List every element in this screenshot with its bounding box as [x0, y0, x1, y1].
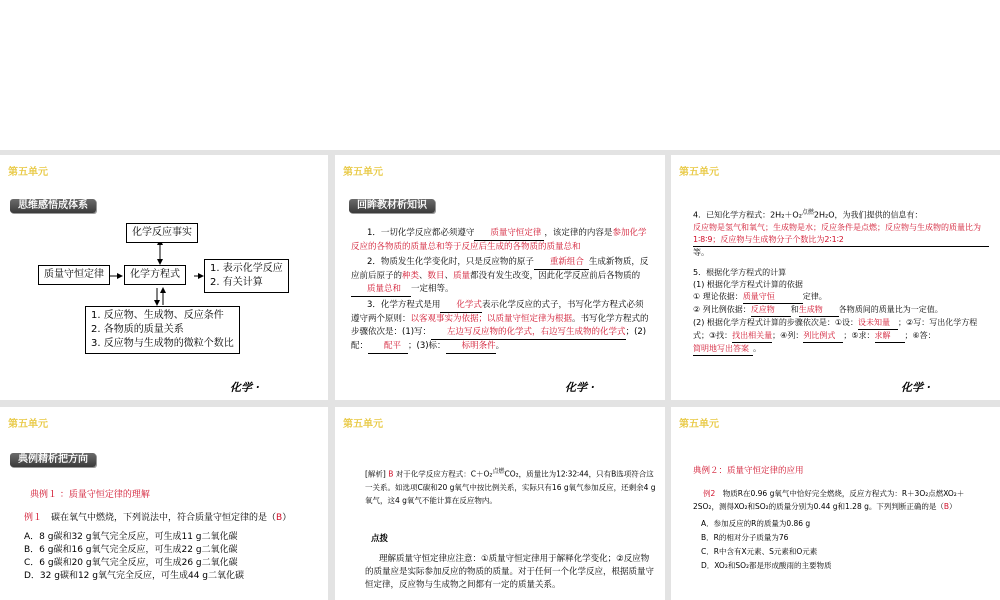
q-label: 例2 [703, 489, 716, 498]
q-text: 物质R在0.96 g氧气中恰好完全燃烧，反应方程式为：R＋3O₂点燃XO₂＋2SO₂，测得XO₂和SO₂的质量分别为0.44 g和1.28 g。下列判断正确的是（ [693, 489, 965, 511]
p5-2-answer2: 找出相关量 [732, 330, 772, 343]
p3-answer3: 左边写反应物的化学式，右边写生成物的化学式 [431, 326, 626, 340]
p3-text6: 。 [495, 341, 505, 351]
title-slide [0, 0, 1000, 150]
p5-1b: ② 列比例依据： [693, 304, 751, 314]
calc-text [693, 207, 989, 356]
q-text: 碳在氧气中燃烧，下列说法中，符合质量守恒定律的是（ [51, 513, 277, 523]
p3-answer5: 标明条件 [446, 340, 496, 354]
tip-label: 点拨 [371, 534, 389, 544]
section-header: 典例精析把方向 [10, 453, 96, 467]
unit-label: 第五单元 [343, 167, 383, 178]
p2-text2: 生成新物质，反应前后原子的 [351, 257, 649, 281]
p3-text: 3．化学方程式是用 [367, 300, 441, 310]
use-item: 1. 表示化学反应 [210, 263, 283, 274]
q-answer: B [943, 502, 950, 511]
slide-analysis[interactable] [335, 407, 665, 600]
p5-1b-answer2: 生成物 [799, 304, 839, 317]
p2-answer3: 数目 [427, 271, 445, 281]
use-item: 2. 有关计算 [210, 277, 263, 288]
fact-box: 化学反应事实 [126, 223, 198, 243]
tip-text: 理解质量守恒定律应注意：①质量守恒定律用于解释化学变化；②反应物的质量应是实际参加反应的物质的质量。对于任何一个化学反应，根据质量守恒定律，反应物与生成物之间都有一定的质量关系。 [365, 554, 655, 590]
p5-1b-answer1: 反应物 [751, 304, 791, 317]
p4-condition: 点燃 [801, 209, 814, 216]
p5-1: (1) 根据化学方程式计算的依据 [693, 279, 803, 289]
p3-text3: 。书写化学方程式的步骤依次是：(1)写： [351, 314, 649, 337]
p3-answer2: 以客观事实为依据；以质量守恒定律为根据 [410, 314, 573, 324]
example-title: 典例１ ：质量守恒定律的理解 [30, 490, 150, 500]
footer-logo: 化学 · [565, 381, 595, 394]
option: A．参加反应的R的质量为0.86 g [701, 519, 811, 528]
p4-text2: 2H₂O，为我们提供的信息有： [813, 210, 923, 220]
unit-label: 第五单元 [679, 419, 719, 430]
unit-label: 第五单元 [343, 419, 383, 430]
option: C．R中含有X元素、S元素和O元素 [701, 547, 818, 556]
p5-1b-mid: 和 [790, 304, 799, 314]
option: C．6 g碳和20 g氧气完全反应，可生成26 g二氧化碳 [24, 558, 238, 568]
equation-box: 化学方程式 [124, 265, 186, 285]
unit-label: 第五单元 [679, 167, 719, 178]
p5-2-answer4: 求解 [875, 330, 905, 343]
p1-text: 1．一切化学反应都必须遵守 [367, 228, 475, 238]
example-question [693, 487, 989, 573]
p2-answer: 重新组合 [534, 256, 589, 270]
slide-knowledge[interactable] [335, 155, 665, 400]
analysis-condition: 点燃 [492, 468, 505, 475]
meaning-item: 2. 各物质的质量关系 [91, 324, 184, 335]
meaning-box [85, 306, 240, 354]
q-close: ） [282, 513, 292, 523]
example-question [24, 512, 314, 583]
option: B．R的相对分子质量为76 [701, 533, 789, 542]
unit-label: 第五单元 [8, 419, 48, 430]
p2-answer2: 种类 [402, 271, 420, 281]
p2-text: 2．物质发生化学变化时，只是反应物的原子 [367, 257, 534, 267]
option: D．XO₂和SO₂都是形成酸雨的主要物质 [701, 561, 832, 570]
p1-text2: ，该定律的内容是 [544, 228, 613, 238]
slide-calculation[interactable] [671, 155, 1000, 400]
p5-1b-end: 各物质间的质量比为一定值。 [838, 304, 943, 314]
p5-2-answer3: 列比例式 [803, 330, 843, 343]
analysis-text-a: 对于化学反应方程式：C＋O₂ [395, 469, 493, 479]
p3-answer: 化学式 [440, 299, 482, 313]
analysis-text-b: CO₂，质量比为12∶32∶44，只有B选项符合这一关系。如选项C碳和20 g氧气中按比例关系，实际只有16 g氧气参加反应，还剩余4 g氧气，这4 g氧气不能计算在反应物内。 [365, 469, 656, 505]
q-close: ） [949, 502, 957, 511]
analysis-text [365, 465, 657, 507]
p5-2-answer1: 设未知量 [858, 317, 898, 330]
p5-2-b: ；②写：写出化学方程式；③找： [693, 317, 978, 340]
analysis-answer: B [388, 469, 394, 479]
section-header: 思维感悟成体系 [10, 199, 96, 213]
p2-answer5: 质量总和 [351, 283, 411, 297]
slide-example2[interactable] [671, 407, 1000, 600]
footer-logo: 化学 · [230, 381, 260, 394]
p5-title: 5．根据化学方程式的计算 [693, 267, 787, 277]
law-box: 质量守恒定律 [38, 265, 110, 285]
option: D．32 g碳和12 g氧气完全反应，可生成44 g二氧化碳 [24, 571, 245, 581]
p3-text5: ；(3)标： [408, 341, 446, 351]
q-label: 例１ [24, 513, 43, 523]
meaning-item: 3. 反应物与生成物的微粒个数比 [91, 338, 234, 349]
p5-2-e: ；⑥答： [904, 330, 936, 340]
slide-example1[interactable] [0, 407, 328, 600]
p3-answer4: 配平 [368, 340, 408, 354]
meaning-item: 1. 反应物、生成物、反应条件 [91, 310, 224, 321]
option: B．6 g碳和16 g氧气完全反应，可生成22 g二氧化碳 [24, 545, 238, 555]
p5-2-f: 。 [753, 343, 761, 353]
knowledge-text: 1．一切化学反应都必须遵守 质量守恒定律 ，该定律的内容是参加化学反应的各物质的质量总和等于反应后生成的各物质的质量总和 2．物质发生化学变化时，只是反应物的原子 重新组合 生成新物质，反应前后原子的种类、数目、质量都没有发生改变，因此化学反应前后各物质的质量总和 一定相等。 3．化学方程式是用 化学式表示化学反应的式子，书写化学方程式必须遵守两个原则：以客观事实为依据；以质量守恒定律为根据。书写化学方程式的步骤依次是：(1)写： 左边写反应物的化学式，右边写生成物的化学式；(2)配： 配平 ；(3)标： 标明条件。 [351, 227, 651, 354]
p3-text2: 表示化学反应的式子，书写化学方程式必须遵守两个原则： [351, 300, 644, 324]
p5-2-d: ；⑤求： [843, 330, 875, 340]
uses-box [204, 259, 289, 293]
unit-label: 第五单元 [8, 167, 48, 178]
option: A．8 g碳和32 g氧气完全反应，可生成11 g二氧化碳 [24, 532, 238, 542]
section-header: 回眸教材析知识 [349, 199, 435, 213]
p3-text4: ；(2)配： [351, 327, 647, 351]
p5-2-answer5: 简明地写出答案 [693, 343, 753, 356]
p4-text: 4．已知化学方程式：2H₂＋O₂ [693, 210, 802, 220]
p2-text4: 一定相等。 [411, 284, 454, 294]
footer-logo: 化学 · [901, 381, 931, 394]
p5-1a: ① 理论依据： [693, 291, 743, 301]
p1-answer2: 参加化学反应的各物质的质量总和等于反应后生成的各物质的质量总和 [351, 228, 647, 252]
p4-answer: 反应物是氢气和氧气；生成物是水；反应条件是点燃；反应物与生成物的质量比为1∶8∶9；反应物与生成物分子个数比为2∶1∶2 [693, 222, 989, 247]
p4-end: 等。 [693, 247, 709, 257]
p5-1a-end: 定律。 [802, 291, 827, 301]
analysis-label: [解析] [365, 469, 386, 479]
p1-answer: 质量守恒定律 [474, 227, 544, 241]
p5-1a-answer: 质量守恒 [743, 291, 803, 304]
q-answer: B [276, 513, 283, 523]
slide-mindmap[interactable] [0, 155, 328, 400]
p2-text3: 都没有发生改变，因此化学反应前后各物质的 [470, 271, 641, 281]
p5-2: (2) 根据化学方程式计算的步骤依次是：①设： [693, 317, 859, 327]
p5-2-c: ；④列： [772, 330, 804, 340]
p2-answer4: 质量 [453, 271, 471, 281]
example-title: 典例２：质量守恒定律的应用 [693, 466, 804, 476]
